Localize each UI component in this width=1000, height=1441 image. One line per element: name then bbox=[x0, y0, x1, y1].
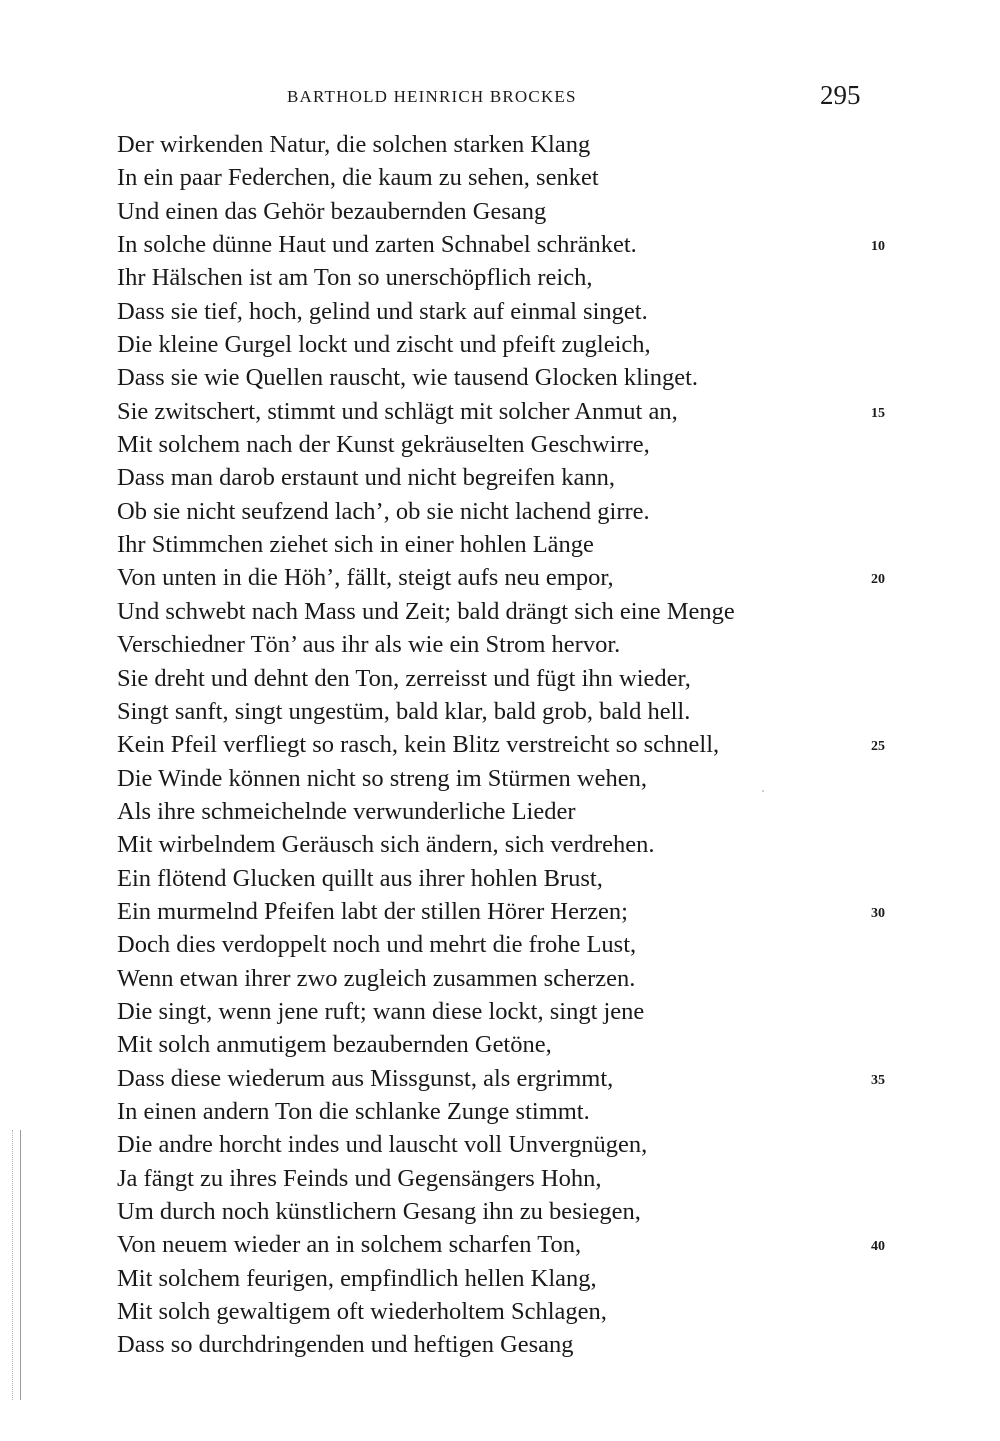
verse-line bbox=[117, 695, 907, 728]
verse-text: In einen andern Ton die schlanke Zunge stimmt. bbox=[117, 1097, 590, 1125]
verse-line bbox=[117, 495, 907, 528]
line-number: 35 bbox=[871, 1072, 885, 1088]
verse-line bbox=[117, 1095, 907, 1128]
verse-line bbox=[117, 1062, 907, 1095]
verse-text: Mit solchem feurigen, empfindlich hellen Klang, bbox=[117, 1264, 597, 1292]
verse-text: Und einen das Gehör bezaubernden Gesang bbox=[117, 197, 547, 225]
verse-text: Dass man darob erstaunt und nicht begreifen kann, bbox=[117, 464, 616, 492]
verse-text: Kein Pfeil verfliegt so rasch, kein Blitz verstreicht so schnell, bbox=[117, 731, 720, 759]
verse-line bbox=[117, 662, 907, 695]
verse-line bbox=[117, 1328, 907, 1361]
verse-line bbox=[117, 461, 907, 494]
line-number: 15 bbox=[871, 405, 885, 421]
verse-text: Sie dreht und dehnt den Ton, zerreisst und fügt ihn wieder, bbox=[117, 664, 691, 692]
line-number: 10 bbox=[871, 239, 885, 255]
line-number: 30 bbox=[871, 905, 885, 921]
verse-line bbox=[117, 1195, 907, 1228]
verse-line bbox=[117, 795, 907, 828]
verse-text: Die singt, wenn jene ruft; wann diese lockt, singt jene bbox=[117, 997, 645, 1025]
verse-line bbox=[117, 561, 907, 594]
verse-line bbox=[117, 195, 907, 228]
page-number: 295 bbox=[820, 80, 861, 110]
verse-line bbox=[117, 828, 907, 861]
running-title: BARTHOLD HEINRICH BROCKES bbox=[287, 87, 577, 106]
verse-text: Die Winde können nicht so streng im Stürmen wehen, bbox=[117, 764, 647, 792]
poem-text bbox=[117, 128, 907, 1362]
verse-line bbox=[117, 1228, 907, 1261]
margin-dotted-rule bbox=[12, 1130, 13, 1400]
verse-line bbox=[117, 261, 907, 294]
verse-text: In ein paar Federchen, die kaum zu sehen, senket bbox=[117, 164, 599, 192]
print-speck bbox=[762, 790, 764, 792]
verse-text: Wenn etwan ihrer zwo zugleich zusammen scherzen. bbox=[117, 964, 636, 992]
verse-text: Die andre horcht indes und lauscht voll Unvergnügen, bbox=[117, 1131, 648, 1159]
verse-line bbox=[117, 295, 907, 328]
verse-text: Ob sie nicht seufzend lach’, ob sie nicht lachend girre. bbox=[117, 497, 650, 525]
page-header bbox=[0, 82, 1000, 112]
verse-text: Ihr Stimmchen ziehet sich in einer hohlen Länge bbox=[117, 531, 594, 559]
verse-text: Ja fängt zu ihres Feinds und Gegensängers Hohn, bbox=[117, 1164, 602, 1192]
verse-line bbox=[117, 528, 907, 561]
verse-text: Mit solch anmutigem bezaubernden Getöne, bbox=[117, 1031, 552, 1059]
verse-line bbox=[117, 1162, 907, 1195]
verse-line bbox=[117, 1262, 907, 1295]
verse-line bbox=[117, 728, 907, 761]
verse-line bbox=[117, 428, 907, 461]
verse-text: Von unten in die Höh’, fällt, steigt aufs neu empor, bbox=[117, 564, 614, 592]
verse-text: Um durch noch künstlichern Gesang ihn zu besiegen, bbox=[117, 1198, 641, 1225]
verse-line bbox=[117, 862, 907, 895]
verse-line bbox=[117, 628, 907, 661]
verse-text: Dass sie tief, hoch, gelind und stark auf einmal singet. bbox=[117, 297, 648, 325]
verse-line bbox=[117, 762, 907, 795]
verse-text: Mit solch gewaltigem oft wiederholtem Schlagen, bbox=[117, 1298, 607, 1326]
verse-text: In solche dünne Haut und zarten Schnabel schränket. bbox=[117, 231, 637, 259]
line-number: 40 bbox=[871, 1239, 885, 1255]
verse-text: Sie zwitschert, stimmt und schlägt mit solcher Anmut an, bbox=[117, 397, 678, 425]
margin-rule bbox=[20, 1130, 21, 1400]
verse-line bbox=[117, 962, 907, 995]
verse-line bbox=[117, 328, 907, 361]
verse-line bbox=[117, 1028, 907, 1061]
verse-text: Ihr Hälschen ist am Ton so unerschöpflich reich, bbox=[117, 264, 593, 292]
verse-text: Doch dies verdoppelt noch und mehrt die frohe Lust, bbox=[117, 931, 637, 959]
verse-line bbox=[117, 128, 907, 161]
verse-line bbox=[117, 361, 907, 394]
verse-text: Die kleine Gurgel lockt und zischt und pfeift zugleich, bbox=[117, 331, 651, 359]
verse-line bbox=[117, 995, 907, 1028]
verse-line bbox=[117, 1295, 907, 1328]
verse-line bbox=[117, 228, 907, 261]
verse-text: Ein murmelnd Pfeifen labt der stillen Hörer Herzen; bbox=[117, 897, 628, 925]
verse-line bbox=[117, 595, 907, 628]
verse-text: Verschiedner Tön’ aus ihr als wie ein Strom hervor. bbox=[117, 631, 621, 659]
verse-line bbox=[117, 928, 907, 961]
line-number: 25 bbox=[871, 739, 885, 755]
verse-text: Mit solchem nach der Kunst gekräuselten Geschwirre, bbox=[117, 431, 650, 459]
verse-text: Und schwebt nach Mass und Zeit; bald drängt sich eine Menge bbox=[117, 597, 735, 625]
verse-text: Der wirkenden Natur, die solchen starken Klang bbox=[117, 131, 591, 158]
verse-text: Von neuem wieder an in solchem scharfen Ton, bbox=[117, 1231, 582, 1259]
verse-text: Mit wirbelndem Geräusch sich ändern, sich verdrehen. bbox=[117, 831, 655, 859]
verse-line bbox=[117, 1128, 907, 1161]
verse-text: Dass sie wie Quellen rauscht, wie tausend Glocken klinget. bbox=[117, 364, 699, 392]
verse-text: Singt sanft, singt ungestüm, bald klar, bald grob, bald hell. bbox=[117, 697, 691, 725]
line-number: 20 bbox=[871, 572, 885, 588]
verse-line bbox=[117, 161, 907, 194]
verse-line bbox=[117, 895, 907, 928]
verse-line bbox=[117, 395, 907, 428]
verse-text: Als ihre schmeichelnde verwunderliche Lieder bbox=[117, 797, 576, 825]
verse-text: Dass diese wiederum aus Missgunst, als ergrimmt, bbox=[117, 1064, 614, 1092]
verse-text: Dass so durchdringenden und heftigen Gesang bbox=[117, 1331, 574, 1359]
verse-text: Ein flötend Glucken quillt aus ihrer hohlen Brust, bbox=[117, 864, 603, 892]
